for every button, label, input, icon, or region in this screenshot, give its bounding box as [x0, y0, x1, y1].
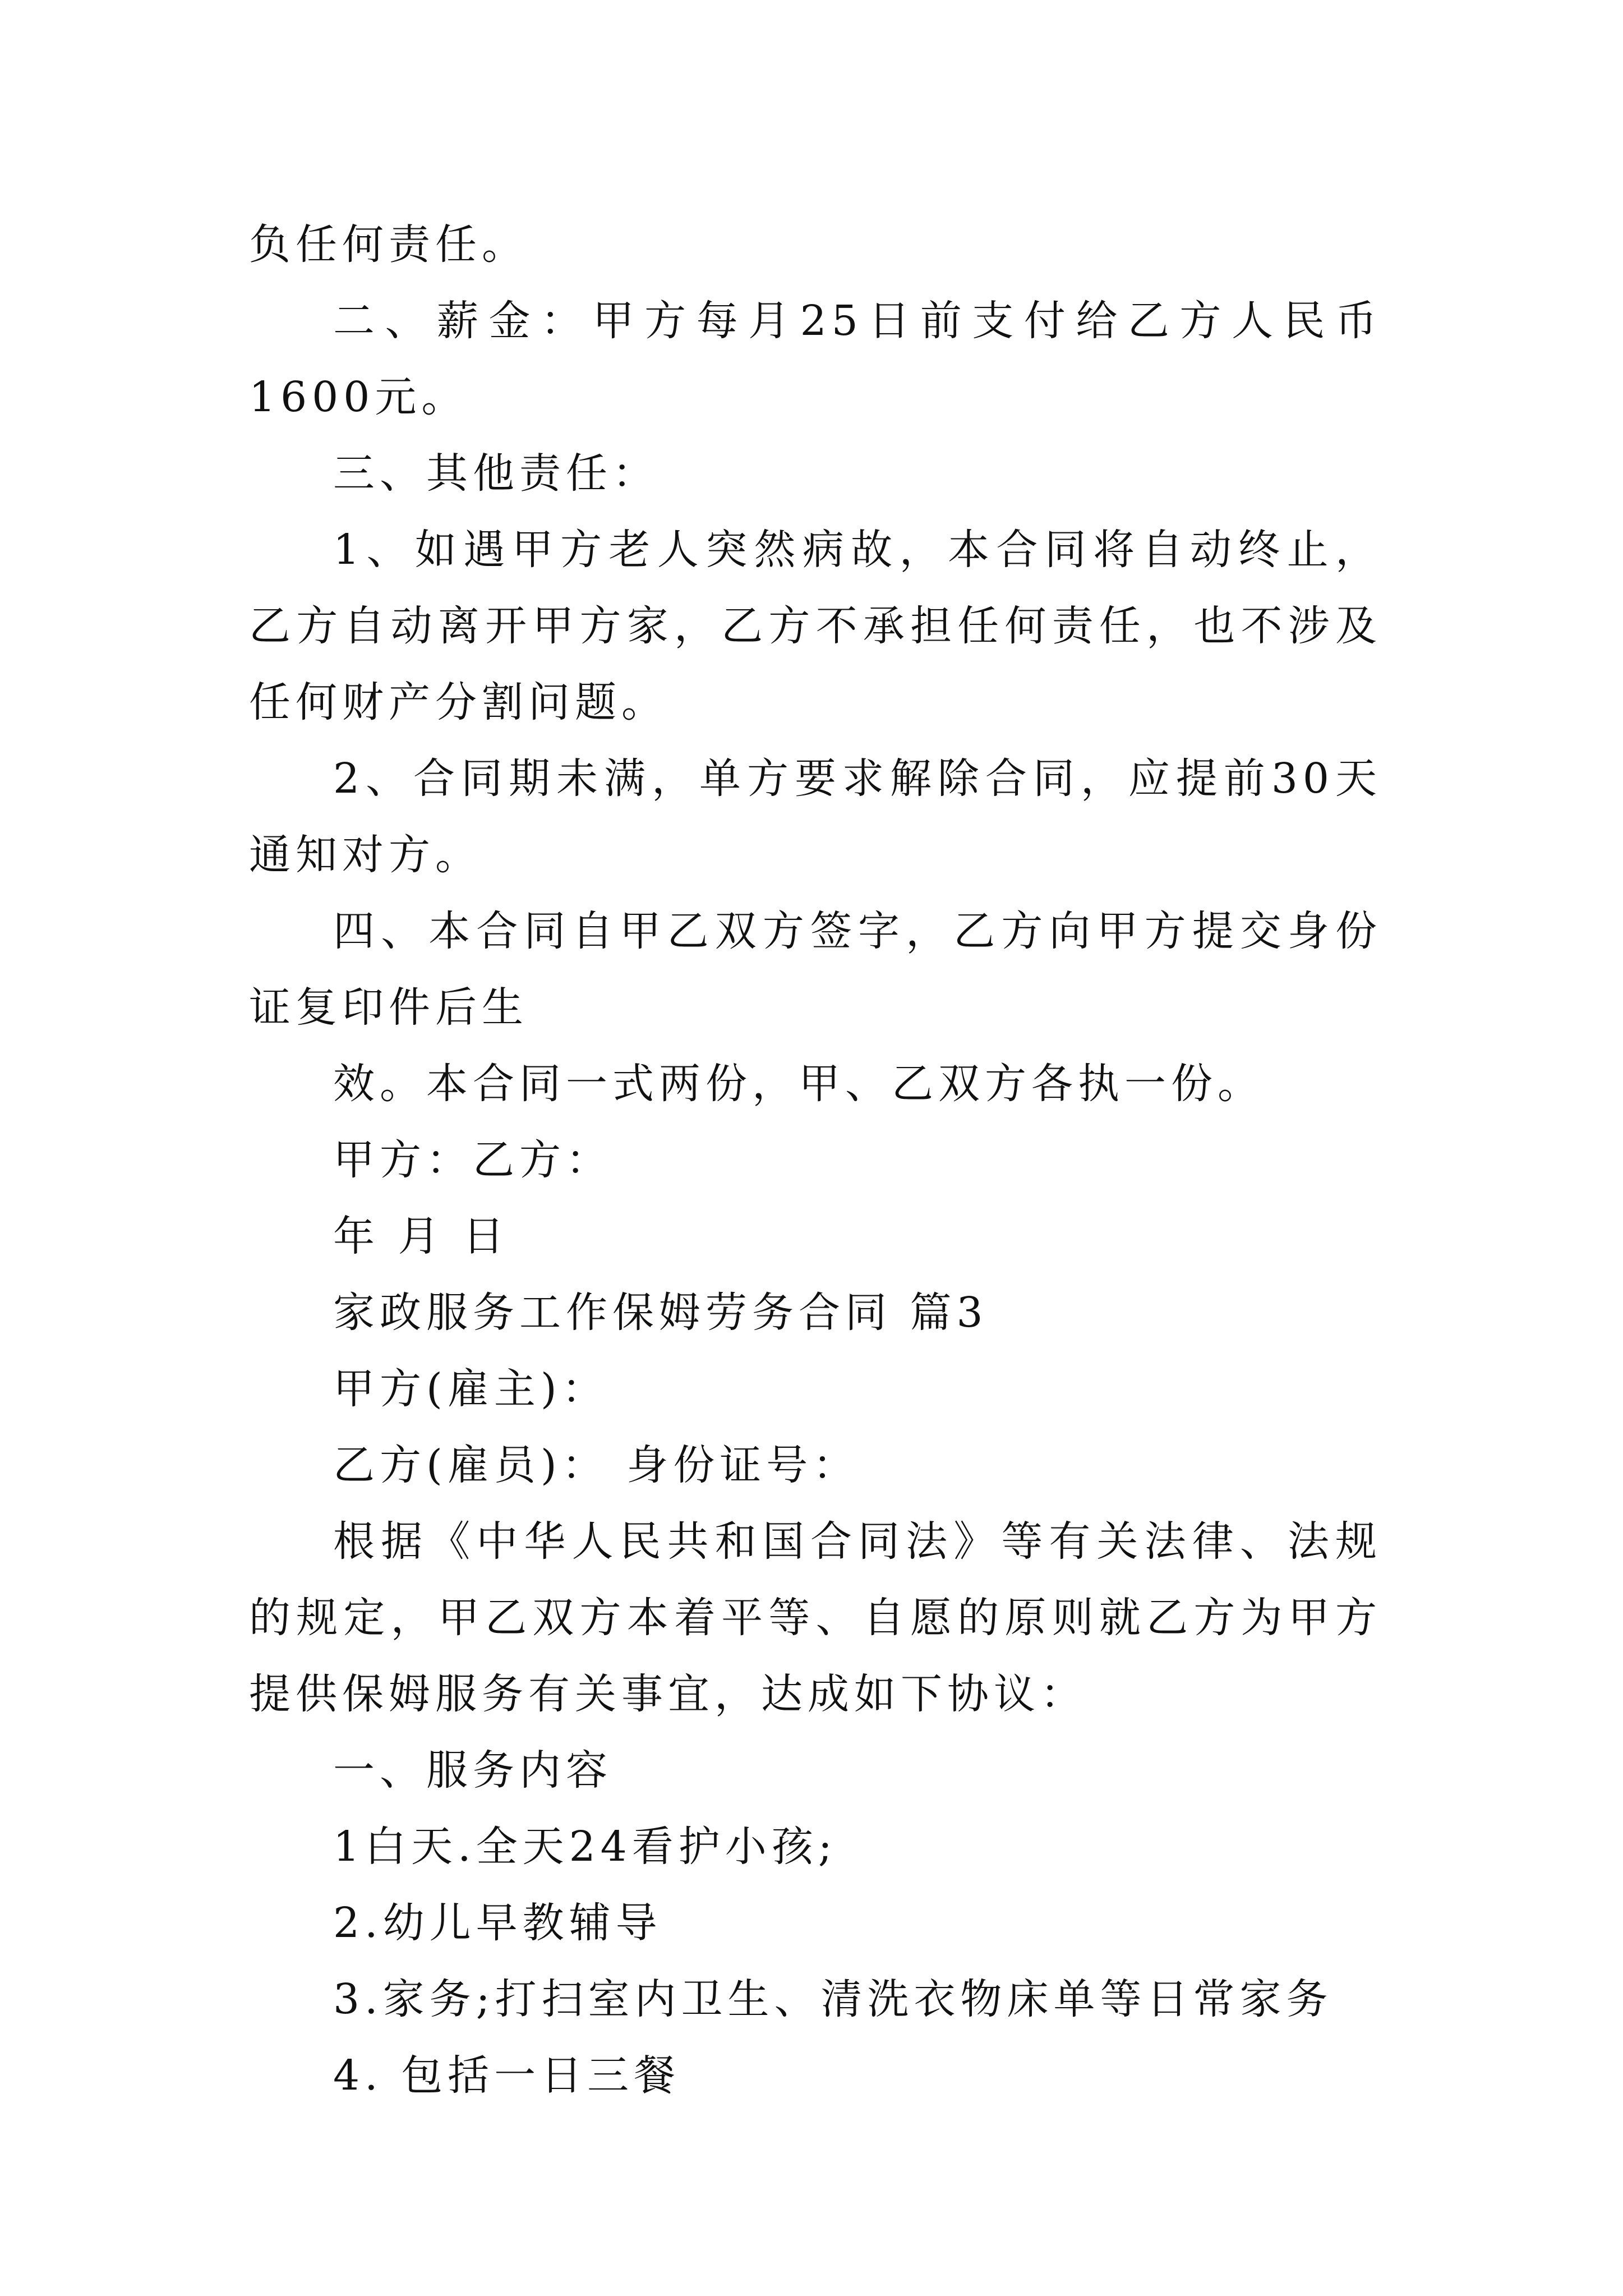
paragraph-contract-title-3: 家政服务工作保姆劳务合同 篇3 — [333, 1289, 988, 1337]
paragraph-service-item-3: 3.家务;打扫室内卫生、清洗衣物床单等日常家务 — [333, 1975, 1333, 2023]
paragraph-service-item-4: 4. 包括一日三餐 — [333, 2051, 681, 2100]
document-body — [249, 206, 1382, 2114]
paragraph-party-b-employee: 乙方(雇员)： 身份证号： — [333, 1441, 860, 1489]
paragraph-date-line: 年 月 日 — [333, 1212, 510, 1260]
paragraph-copies: 效。本合同一式两份，甲、乙双方各执一份。 — [333, 1060, 1264, 1108]
paragraph-party-a-employer: 甲方(雇主)： — [333, 1365, 608, 1413]
paragraph-salary: 二、薪金：甲方每月25日前支付给乙方人民币1600元。 — [249, 297, 1382, 421]
paragraph-service-item-2: 2.幼儿早教辅导 — [333, 1899, 662, 1947]
paragraph-signature-parties: 甲方：乙方： — [333, 1136, 612, 1184]
paragraph-clause-2-notice: 2、合同期未满，单方要求解除合同，应提前30天通知对方。 — [249, 754, 1382, 879]
paragraph-other-duties-heading: 三、其他责任： — [333, 449, 659, 498]
paragraph-clause-1-termination: 1、如遇甲方老人突然病故，本合同将自动终止，乙方自动离开甲方家，乙方不承担任何责任，也不涉及任何财产分割问题。 — [249, 526, 1382, 726]
paragraph-clause-4-effective: 四、本合同自甲乙双方签字，乙方向甲方提交身份证复印件后生 — [249, 907, 1382, 1032]
paragraph-service-content-heading: 一、服务内容 — [333, 1746, 612, 1795]
paragraph-legal-basis: 根据《中华人民共和国合同法》等有关法律、法规的规定，甲乙双方本着平等、自愿的原则就乙方为甲方提供保姆服务有关事宜，达成如下协议： — [249, 1517, 1382, 1718]
paragraph-continuation-liability: 负任何责任。 — [249, 220, 528, 269]
paragraph-service-item-1: 1白天.全天24看护小孩; — [333, 1823, 837, 1871]
